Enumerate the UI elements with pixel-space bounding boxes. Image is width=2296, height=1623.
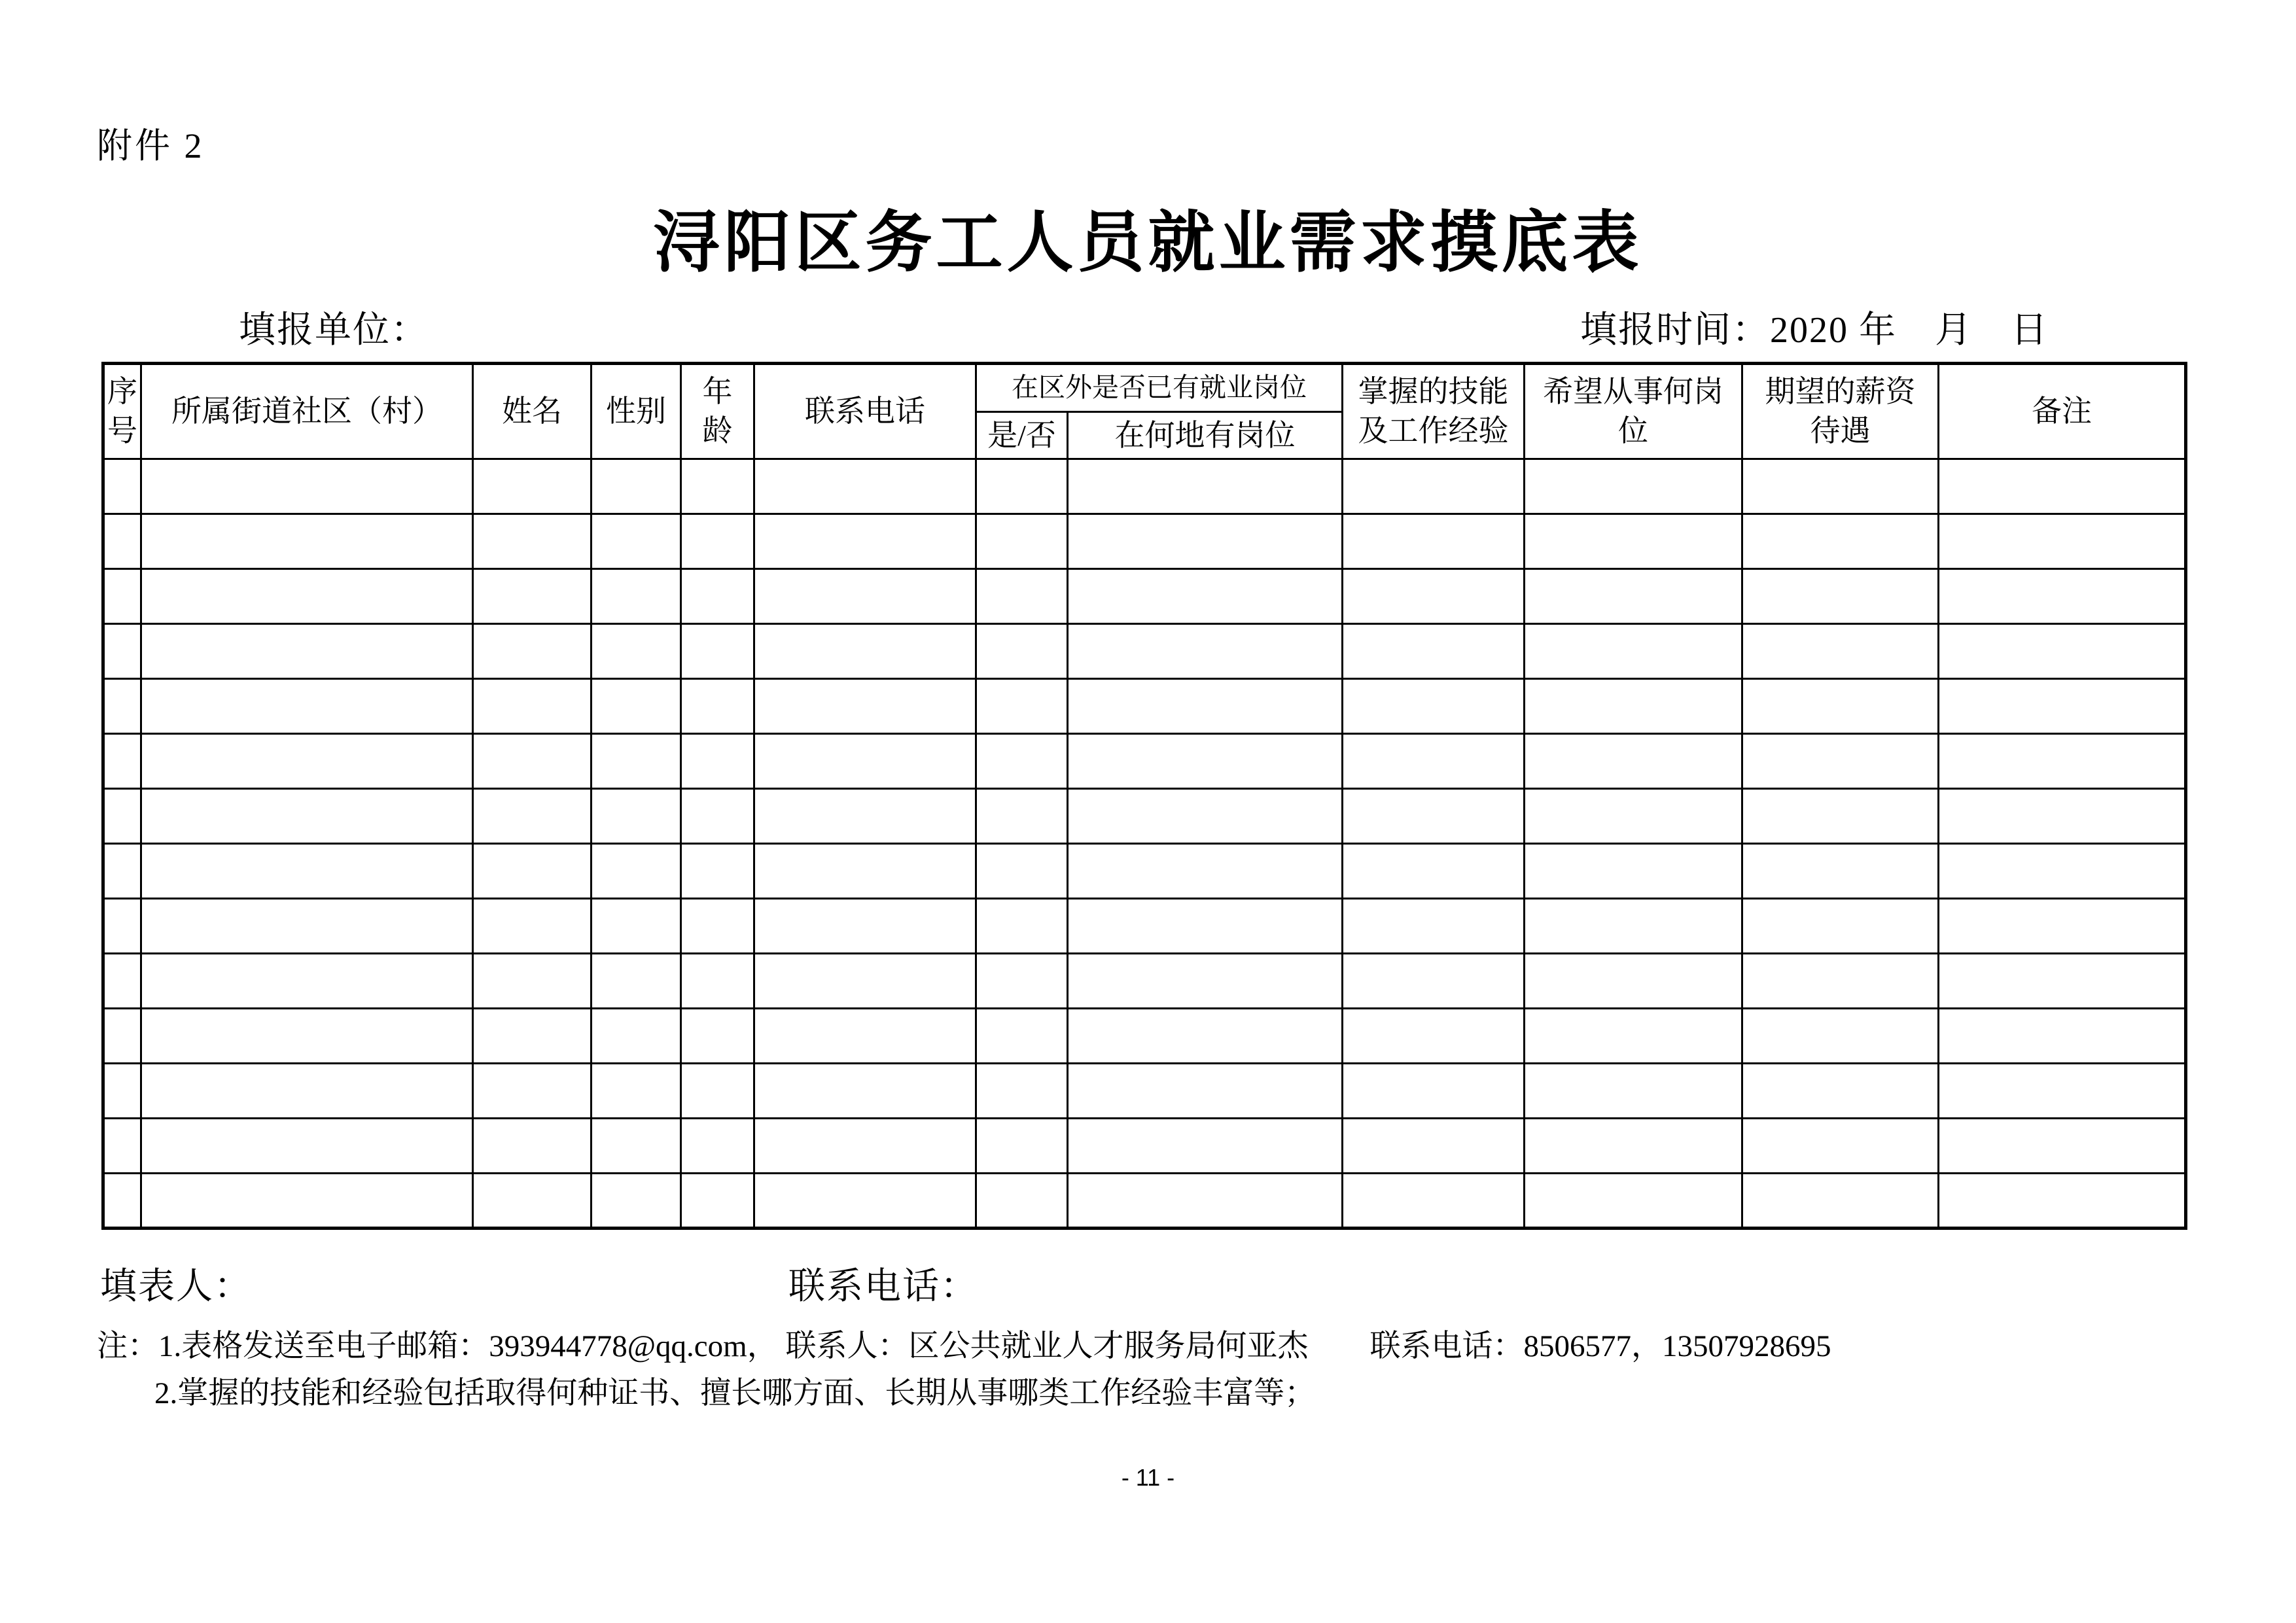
table-cell <box>1525 459 1742 514</box>
table-cell <box>1742 679 1939 734</box>
table-cell <box>1525 899 1742 954</box>
table-cell <box>592 569 681 624</box>
table-cell <box>103 789 141 844</box>
table-cell <box>473 679 592 734</box>
table-row <box>103 459 2186 514</box>
table-cell <box>1939 789 2186 844</box>
header-cell-skills: 掌握的技能及工作经验 <box>1343 364 1525 459</box>
table-cell <box>1742 899 1939 954</box>
table-cell <box>103 1119 141 1174</box>
table-cell <box>681 459 754 514</box>
table-cell <box>141 569 473 624</box>
table-cell <box>754 569 976 624</box>
table-cell <box>473 1119 592 1174</box>
attachment-label: 附件 2 <box>97 126 205 166</box>
report-time-label: 填报时间：2020 年 月 日 <box>1580 310 2049 351</box>
table-cell <box>1343 1174 1525 1229</box>
header-cell-name: 姓名 <box>473 364 592 459</box>
table-cell <box>1525 569 1742 624</box>
table-cell <box>473 899 592 954</box>
table-cell <box>1068 569 1343 624</box>
table-cell <box>592 954 681 1009</box>
table-cell <box>976 734 1068 789</box>
table-cell <box>681 954 754 1009</box>
table-row <box>103 954 2186 1009</box>
form-filler-label: 填表人： <box>100 1266 252 1307</box>
table-cell <box>1068 624 1343 679</box>
table-cell <box>1742 569 1939 624</box>
table-cell <box>754 1009 976 1064</box>
table-cell <box>1525 1119 1742 1174</box>
table-cell <box>1939 679 2186 734</box>
table-cell <box>1343 954 1525 1009</box>
table-cell <box>103 1009 141 1064</box>
header-cell-gender: 性别 <box>592 364 681 459</box>
table-cell <box>1343 679 1525 734</box>
table-cell <box>1068 514 1343 569</box>
table-body <box>103 459 2186 1229</box>
table-cell <box>1742 459 1939 514</box>
header-cell-yes-no: 是/否 <box>976 412 1068 459</box>
table-row <box>103 899 2186 954</box>
table-row <box>103 514 2186 569</box>
table-cell <box>976 954 1068 1009</box>
table-cell <box>681 789 754 844</box>
table-cell <box>103 679 141 734</box>
table-cell <box>976 899 1068 954</box>
table-cell <box>1068 734 1343 789</box>
table-cell <box>1068 954 1343 1009</box>
table-cell <box>976 1064 1068 1119</box>
table-cell <box>473 1064 592 1119</box>
table-cell <box>1068 899 1343 954</box>
table-cell <box>1068 1174 1343 1229</box>
table-cell <box>473 569 592 624</box>
table-cell <box>681 569 754 624</box>
table-cell <box>1343 569 1525 624</box>
table-cell <box>754 1174 976 1229</box>
table-cell <box>103 899 141 954</box>
table-cell <box>141 1119 473 1174</box>
table-cell <box>754 514 976 569</box>
table-row <box>103 569 2186 624</box>
table-cell <box>976 1009 1068 1064</box>
table-row <box>103 1119 2186 1174</box>
employment-demand-table <box>101 362 2187 1230</box>
table-cell <box>976 679 1068 734</box>
table-cell <box>473 1009 592 1064</box>
table-cell <box>1742 1174 1939 1229</box>
table-cell <box>1525 679 1742 734</box>
table-cell <box>1343 789 1525 844</box>
table-cell <box>681 624 754 679</box>
header-cell-job-location: 在何地有岗位 <box>1068 412 1343 459</box>
header-cell-age: 年龄 <box>681 364 754 459</box>
table-cell <box>141 459 473 514</box>
table-cell <box>976 624 1068 679</box>
table-cell <box>754 954 976 1009</box>
table-row <box>103 624 2186 679</box>
table-cell <box>1939 1009 2186 1064</box>
table-cell <box>473 514 592 569</box>
table-cell <box>754 789 976 844</box>
table-cell <box>103 1174 141 1229</box>
table-cell <box>1525 514 1742 569</box>
table-cell <box>141 514 473 569</box>
table-cell <box>592 734 681 789</box>
table-cell <box>473 844 592 899</box>
header-cell-seq: 序号 <box>103 364 141 459</box>
table-cell <box>976 569 1068 624</box>
table-cell <box>592 679 681 734</box>
table-cell <box>1343 899 1525 954</box>
table-cell <box>681 1009 754 1064</box>
table-cell <box>1525 734 1742 789</box>
table-row <box>103 1174 2186 1229</box>
table-cell <box>103 569 141 624</box>
table-cell <box>1742 844 1939 899</box>
table-cell <box>1742 1009 1939 1064</box>
table-cell <box>1742 954 1939 1009</box>
table-cell <box>1939 459 2186 514</box>
table-cell <box>592 624 681 679</box>
header-cell-community: 所属街道社区（村） <box>141 364 473 459</box>
table-cell <box>592 459 681 514</box>
table-cell <box>1525 1009 1742 1064</box>
table-cell <box>1939 1174 2186 1229</box>
table-cell <box>681 734 754 789</box>
page-number: - 11 - <box>1121 1464 1175 1491</box>
header-cell-remarks: 备注 <box>1939 364 2186 459</box>
table-cell <box>1343 844 1525 899</box>
table-cell <box>103 1064 141 1119</box>
table-cell <box>1068 1119 1343 1174</box>
table-cell <box>1343 1119 1525 1174</box>
table-cell <box>976 1119 1068 1174</box>
table-cell <box>1068 1009 1343 1064</box>
table-cell <box>592 1009 681 1064</box>
table-cell <box>1525 954 1742 1009</box>
table-cell <box>141 1009 473 1064</box>
table-cell <box>1343 1064 1525 1119</box>
table-cell <box>1343 514 1525 569</box>
table-cell <box>1343 734 1525 789</box>
table-cell <box>681 899 754 954</box>
table-cell <box>681 679 754 734</box>
table-cell <box>473 1174 592 1229</box>
table-cell <box>1939 899 2186 954</box>
table-cell <box>1939 569 2186 624</box>
table-cell <box>1343 624 1525 679</box>
table-row <box>103 844 2186 899</box>
filler-phone-label: 联系电话： <box>788 1266 978 1307</box>
report-unit-label: 填报单位： <box>239 310 429 351</box>
header-cell-salary: 期望的薪资待遇 <box>1742 364 1939 459</box>
notes <box>97 1323 2125 1417</box>
table-header <box>103 364 2186 459</box>
table-cell <box>473 734 592 789</box>
table-cell <box>141 954 473 1009</box>
table-cell <box>103 459 141 514</box>
table-cell <box>1939 624 2186 679</box>
table-cell <box>1939 954 2186 1009</box>
table-cell <box>1525 1174 1742 1229</box>
table-cell <box>681 1119 754 1174</box>
table-cell <box>141 679 473 734</box>
table-cell <box>1939 844 2186 899</box>
table-cell <box>473 789 592 844</box>
table-cell <box>976 459 1068 514</box>
page-title: 浔阳区务工人员就业需求摸底表 <box>653 207 1643 281</box>
table-cell <box>754 734 976 789</box>
table-cell <box>1525 789 1742 844</box>
table-cell <box>1742 1064 1939 1119</box>
header-cell-desired-job: 希望从事何岗位 <box>1525 364 1742 459</box>
table-cell <box>1742 514 1939 569</box>
table-cell <box>1068 679 1343 734</box>
table-cell <box>473 459 592 514</box>
table-cell <box>592 1174 681 1229</box>
table-cell <box>754 844 976 899</box>
table-cell <box>1742 1119 1939 1174</box>
table-cell <box>1525 844 1742 899</box>
table-cell <box>1343 459 1525 514</box>
table-cell <box>681 1064 754 1119</box>
header-cell-phone: 联系电话 <box>754 364 976 459</box>
table-cell <box>473 624 592 679</box>
table-cell <box>754 899 976 954</box>
table-cell <box>1939 734 2186 789</box>
table-cell <box>103 624 141 679</box>
table-cell <box>592 844 681 899</box>
table-cell <box>754 1064 976 1119</box>
table-cell <box>141 899 473 954</box>
table-cell <box>103 734 141 789</box>
table-cell <box>681 514 754 569</box>
table-cell <box>141 734 473 789</box>
table-cell <box>141 844 473 899</box>
table-cell <box>1068 1064 1343 1119</box>
table-cell <box>1742 789 1939 844</box>
table-cell <box>976 789 1068 844</box>
table-cell <box>1939 514 2186 569</box>
table-cell <box>473 954 592 1009</box>
table-cell <box>754 624 976 679</box>
table-cell <box>1742 734 1939 789</box>
table-cell <box>976 844 1068 899</box>
table-cell <box>103 844 141 899</box>
table-cell <box>592 789 681 844</box>
table-cell <box>1525 1064 1742 1119</box>
table-cell <box>754 679 976 734</box>
table-cell <box>592 1064 681 1119</box>
table-row <box>103 679 2186 734</box>
table-cell <box>141 1174 473 1229</box>
table-cell <box>592 899 681 954</box>
table-row <box>103 789 2186 844</box>
table-cell <box>103 954 141 1009</box>
table-cell <box>1742 624 1939 679</box>
note-line-2: 2.掌握的技能和经验包括取得何种证书、擅长哪方面、长期从事哪类工作经验丰富等； <box>154 1376 1316 1410</box>
table-cell <box>103 514 141 569</box>
table-cell <box>141 624 473 679</box>
table-row <box>103 1064 2186 1119</box>
table-cell <box>976 514 1068 569</box>
table-cell <box>754 1119 976 1174</box>
table-cell <box>1525 624 1742 679</box>
table-cell <box>1068 789 1343 844</box>
table-row <box>103 734 2186 789</box>
table-cell <box>754 459 976 514</box>
table-cell <box>1939 1119 2186 1174</box>
table-cell <box>1068 459 1343 514</box>
table-cell <box>976 1174 1068 1229</box>
table-cell <box>681 1174 754 1229</box>
note-line-1: 注：1.表格发送至电子邮箱：393944778@qq.com， 联系人：区公共就业人才服务局何亚杰 联系电话：8506577，13507928695 <box>97 1329 1831 1363</box>
table-cell <box>1068 844 1343 899</box>
table-cell <box>681 844 754 899</box>
table-cell <box>141 1064 473 1119</box>
table-cell <box>141 789 473 844</box>
table-cell <box>1343 1009 1525 1064</box>
table-row <box>103 1009 2186 1064</box>
table-cell <box>592 1119 681 1174</box>
table-cell <box>1939 1064 2186 1119</box>
header-cell-job-outside-group: 在区外是否已有就业岗位 <box>976 364 1343 412</box>
table-cell <box>592 514 681 569</box>
